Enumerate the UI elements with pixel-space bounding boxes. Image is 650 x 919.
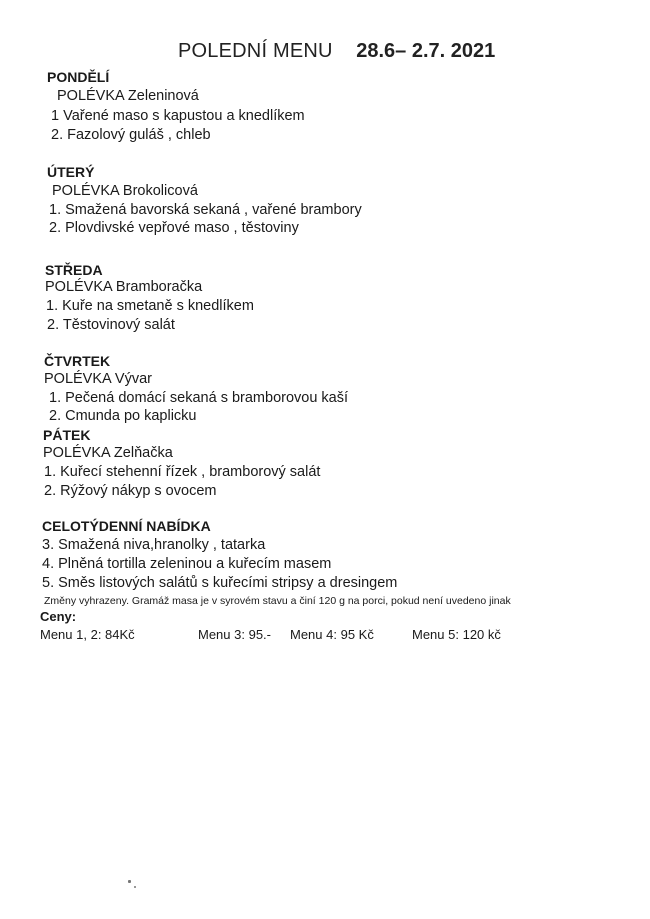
price-menu-3: Menu 3: 95.- xyxy=(198,627,271,642)
day-heading-friday: PÁTEK xyxy=(43,427,91,443)
menu-dates: 28.6– 2.7. 2021 xyxy=(356,40,496,62)
soup-thursday: POLÉVKA Vývar xyxy=(44,371,152,387)
weekly-item-4: 4. Plněná tortilla zeleninou a kuřecím masem xyxy=(42,556,332,572)
day-heading-thursday: ČTVRTEK xyxy=(44,353,111,369)
disclaimer-note: Změny vyhrazeny. Gramáž masa je v syrovém stavu a činí 120 g na porci, pokud není uvedeno jinak xyxy=(44,595,511,607)
menu-item-monday-2: 2. Fazolový guláš , chleb xyxy=(51,127,211,143)
soup-friday: POLÉVKA Zelňačka xyxy=(43,445,173,461)
menu-item-tuesday-2: 2. Plovdivské vepřové maso , těstoviny xyxy=(49,220,299,236)
menu-item-friday-1: 1. Kuřecí stehenní řízek , bramborový salát xyxy=(44,464,321,480)
menu-title: POLEDNÍ MENU xyxy=(178,40,333,62)
menu-item-wednesday-1: 1. Kuře na smetaně s knedlíkem xyxy=(46,298,254,314)
weekly-offer-heading: CELOTÝDENNÍ NABÍDKA xyxy=(42,518,211,534)
price-menu-1-2: Menu 1, 2: 84Kč xyxy=(40,627,135,642)
price-menu-5: Menu 5: 120 kč xyxy=(412,627,501,642)
weekly-item-5: 5. Směs listových salátů s kuřecími stripsy a dresingem xyxy=(42,575,398,591)
menu-item-thursday-1: 1. Pečená domácí sekaná s bramborovou kaší xyxy=(49,390,349,406)
menu-item-friday-2: 2. Rýžový nákyp s ovocem xyxy=(44,483,217,499)
weekly-item-3: 3. Smažená niva,hranolky , tatarka xyxy=(42,537,266,553)
page-title xyxy=(178,40,495,63)
day-heading-monday: PONDĚLÍ xyxy=(47,69,110,85)
scan-speck xyxy=(134,886,136,888)
day-heading-wednesday: STŘEDA xyxy=(45,262,103,278)
prices-label: Ceny: xyxy=(40,609,77,624)
soup-monday: POLÉVKA Zeleninová xyxy=(57,88,199,104)
day-heading-tuesday: ÚTERÝ xyxy=(47,164,95,180)
menu-item-thursday-2: 2. Cmunda po kaplicku xyxy=(49,408,197,424)
menu-item-tuesday-1: 1. Smažená bavorská sekaná , vařené brambory xyxy=(49,202,362,218)
menu-item-monday-1: 1 Vařené maso s kapustou a knedlíkem xyxy=(51,108,305,124)
soup-tuesday: POLÉVKA Brokolicová xyxy=(52,183,198,199)
soup-wednesday: POLÉVKA Bramboračka xyxy=(45,279,203,295)
scan-speck xyxy=(128,880,131,883)
menu-item-wednesday-2: 2. Těstovinový salát xyxy=(47,317,175,333)
price-menu-4: Menu 4: 95 Kč xyxy=(290,627,374,642)
